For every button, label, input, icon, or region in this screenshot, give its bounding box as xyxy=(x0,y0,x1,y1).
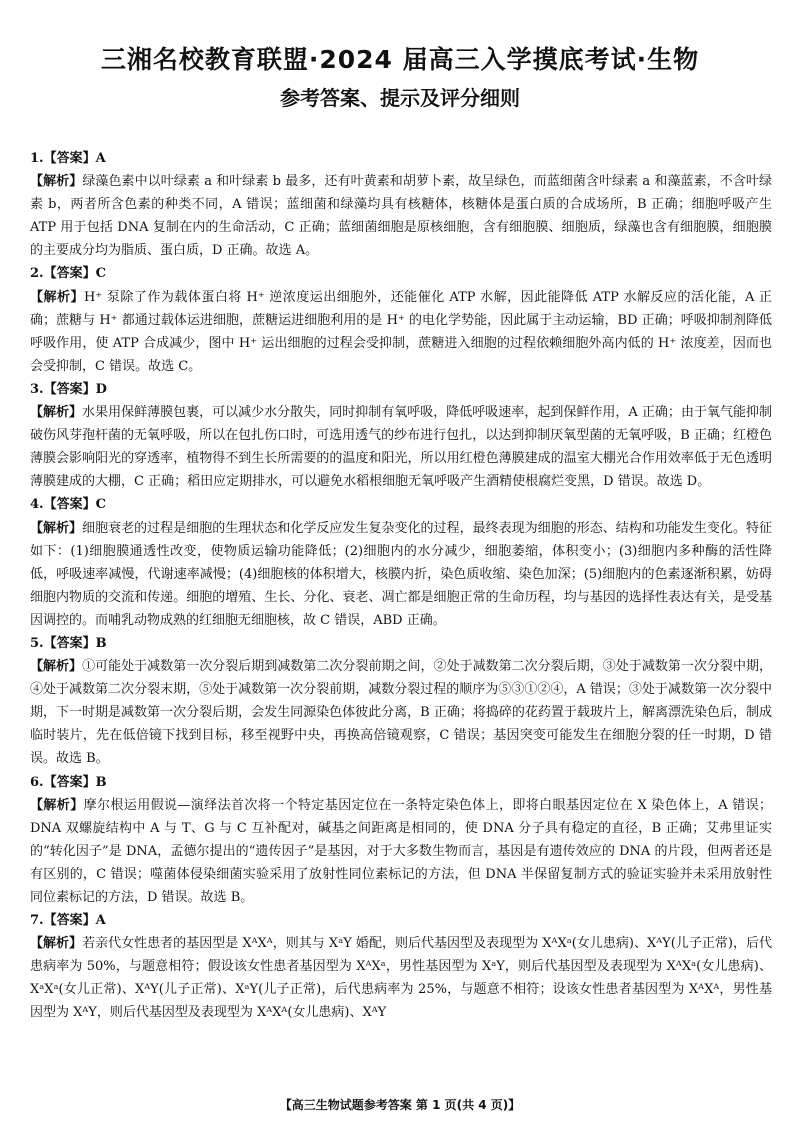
explanation-text: 若亲代女性患者的基因型是 XᴬXᴬ，则其与 XᵃY 婚配，则后代基因型及表现型为 XᴬXᵃ(女儿患病)、XᴬY(儿子正常)，后代患病率为 50%，与题意相符；假设该女性患者基因型为 XᴬXᵃ，男性基因型为 XᵃY，则后代基因型及表现型为 XᴬXᵃ(女儿患病)、XᵃXᵃ(女儿正常)、XᴬY(儿子正常)、XᵃY(儿子正常)，后代患病率为 25%，与题意不相符；设该女性患者基因型为 XᴬXᴬ，男性基因型为 XᴬY，则后代基因型及表现型为 XᴬXᴬ(女儿患病)、XᴬY xyxy=(30,936,772,1021)
answer-list xyxy=(30,147,772,1025)
explanation xyxy=(30,286,772,378)
explanation xyxy=(30,517,772,632)
explanation-tag: 【解析】 xyxy=(30,797,84,813)
explanation xyxy=(30,655,772,770)
explanation xyxy=(30,794,772,909)
question-2 xyxy=(30,262,772,377)
question-6 xyxy=(30,771,772,910)
page-subtitle: 参考答案、提示及评分细则 xyxy=(280,86,520,110)
question-4 xyxy=(30,493,772,632)
explanation-text: 细胞衰老的过程是细胞的生理状态和化学反应发生复杂变化的过程，最终表现为细胞的形态、结构和功能发生变化。特征如下：(1)细胞膜通透性改变，使物质运输功能降低；(2)细胞内的水分减少，细胞萎缩，体积变小；(3)细胞内多种酶的活性降低，呼吸速率减慢，代谢速率减慢；(4)细胞核的体积增大，核膜内折，染色质收缩、染色加深；(5)细胞内的色素逐渐积累，妨碍细胞内物质的交流和传递。细胞的增殖、生长、分化、衰老、凋亡都是细胞正常的生命历程，均与基因的选择性表达有关，是受基因调控的。而哺乳动物成熟的红细胞无细胞核，故 C 错误，ABD 正确。 xyxy=(30,520,772,628)
page-footer: 【高三生物试题参考答案 第 1 页(共 4 页)】 xyxy=(279,1098,521,1112)
question-5 xyxy=(30,632,772,771)
explanation xyxy=(30,170,772,262)
answer-line: 3.【答案】D xyxy=(30,381,107,397)
explanation xyxy=(30,401,772,493)
answer-line: 6.【答案】B xyxy=(30,774,107,790)
answer-line: 4.【答案】C xyxy=(30,497,106,513)
question-3 xyxy=(30,378,772,493)
explanation-text: 水果用保鲜薄膜包裹，可以减少水分散失，同时抑制有氧呼吸，降低呼吸速率，起到保鲜作用，A 正确；由于氧气能抑制破伤风芽孢杆菌的无氧呼吸，所以在包扎伤口时，可选用透气的纱布进行包扎，以达到抑制厌氧型菌的无氧呼吸，B 正确；红橙色薄膜会影响阳光的穿透率，植物得不到生长所需要的的温度和阳光，所以用红橙色薄膜建成的温室大棚光合作用效率低于无色透明薄膜建成的大棚，C 正确；稻田应定期排水，可以避免水稻根细胞无氧呼吸产生酒精使根腐烂变黑，D 错误。故选 D。 xyxy=(30,405,772,490)
explanation-text: 绿藻色素中以叶绿素 a 和叶绿素 b 最多，还有叶黄素和胡萝卜素，故呈绿色，而蓝细菌含叶绿素 a 和藻蓝素，不含叶绿素 b，两者所含色素的种类不同，A 错误；蓝细菌和绿藻均具有核糖体，核糖体是蛋白质的合成场所，B 正确；细胞呼吸产生 ATP 用于包括 DNA 复制在内的生命活动，C 正确；蓝细菌细胞是原核细胞，含有细胞膜、细胞质，绿藻也含有细胞膜，细胞膜的主要成分均为脂质、蛋白质，D 正确。故选 A。 xyxy=(30,174,772,259)
answer-line: 7.【答案】A xyxy=(30,913,106,929)
explanation-tag: 【解析】 xyxy=(30,405,83,421)
question-1 xyxy=(30,147,772,262)
question-7 xyxy=(30,909,772,1024)
explanation-text: 摩尔根运用假说—演绎法首次将一个特定基因定位在一条特定染色体上，即将白眼基因定位在 X 染色体上，A 错误；DNA 双螺旋结构中 A 与 T、G 与 C 互补配对，碱基之间距离是相同的，使 DNA 分子具有稳定的直径，B 正确；艾弗里证实的“转化因子”是 DNA，孟德尔提出的“遗传因子”是基因，对于大多数生物而言，基因是有遗传效应的 DNA 的片段，但两者还是有区别的，C 错误；噬菌体侵染细菌实验采用了放射性同位素标记的方法，但 DNA 半保留复制方式的验证实验并未采用放射性同位素标记的方法，D 错误。故选 B。 xyxy=(30,797,772,905)
answer-line: 2.【答案】C xyxy=(30,266,106,282)
page-title: 三湘名校教育联盟·2024 届高三入学摸底考试·生物 xyxy=(100,45,700,74)
explanation-text: H⁺ 泵除了作为载体蛋白将 H⁺ 逆浓度运出细胞外，还能催化 ATP 水解，因此能降低 ATP 水解反应的活化能，A 正确；蔗糖与 H⁺ 都通过载体运进细胞，蔗糖运进细胞利用的是 H⁺ 的电化学势能，因此属于主动运输，BD 正确；呼吸抑制剂降低呼吸作用，使 ATP 合成减少，图中 H⁺ 运出细胞的过程会受抑制，蔗糖进入细胞的过程依赖细胞外高内低的 H⁺ 浓度差，因而也会受抑制，C 错误。故选 C。 xyxy=(30,289,772,374)
explanation-text: ①可能处于减数第一次分裂后期到减数第二次分裂前期之间，②处于减数第二次分裂后期，③处于减数第一次分裂中期，④处于减数第二次分裂末期，⑤处于减数第一次分裂前期，减数分裂过程的顺序为⑤③①②④，A 错误；③处于减数第一次分裂中期，下一时期是减数第一次分裂后期，会发生同源染色体彼此分离，B 正确；将捣碎的花药置于载玻片上，解离漂洗染色后，制成临时装片，先在低倍镜下找到目标，移至视野中央，再换高倍镜观察，C 错误；基因突变可能发生在细胞分裂的任一时期，D 错误。故选 B。 xyxy=(30,659,772,767)
explanation-tag: 【解析】 xyxy=(30,289,84,305)
explanation-tag: 【解析】 xyxy=(30,520,83,536)
explanation-tag: 【解析】 xyxy=(30,936,83,952)
explanation-tag: 【解析】 xyxy=(30,174,83,190)
answer-line: 5.【答案】B xyxy=(30,635,107,651)
answer-line: 1.【答案】A xyxy=(30,151,106,166)
explanation-tag: 【解析】 xyxy=(30,659,83,675)
explanation xyxy=(30,932,772,1024)
